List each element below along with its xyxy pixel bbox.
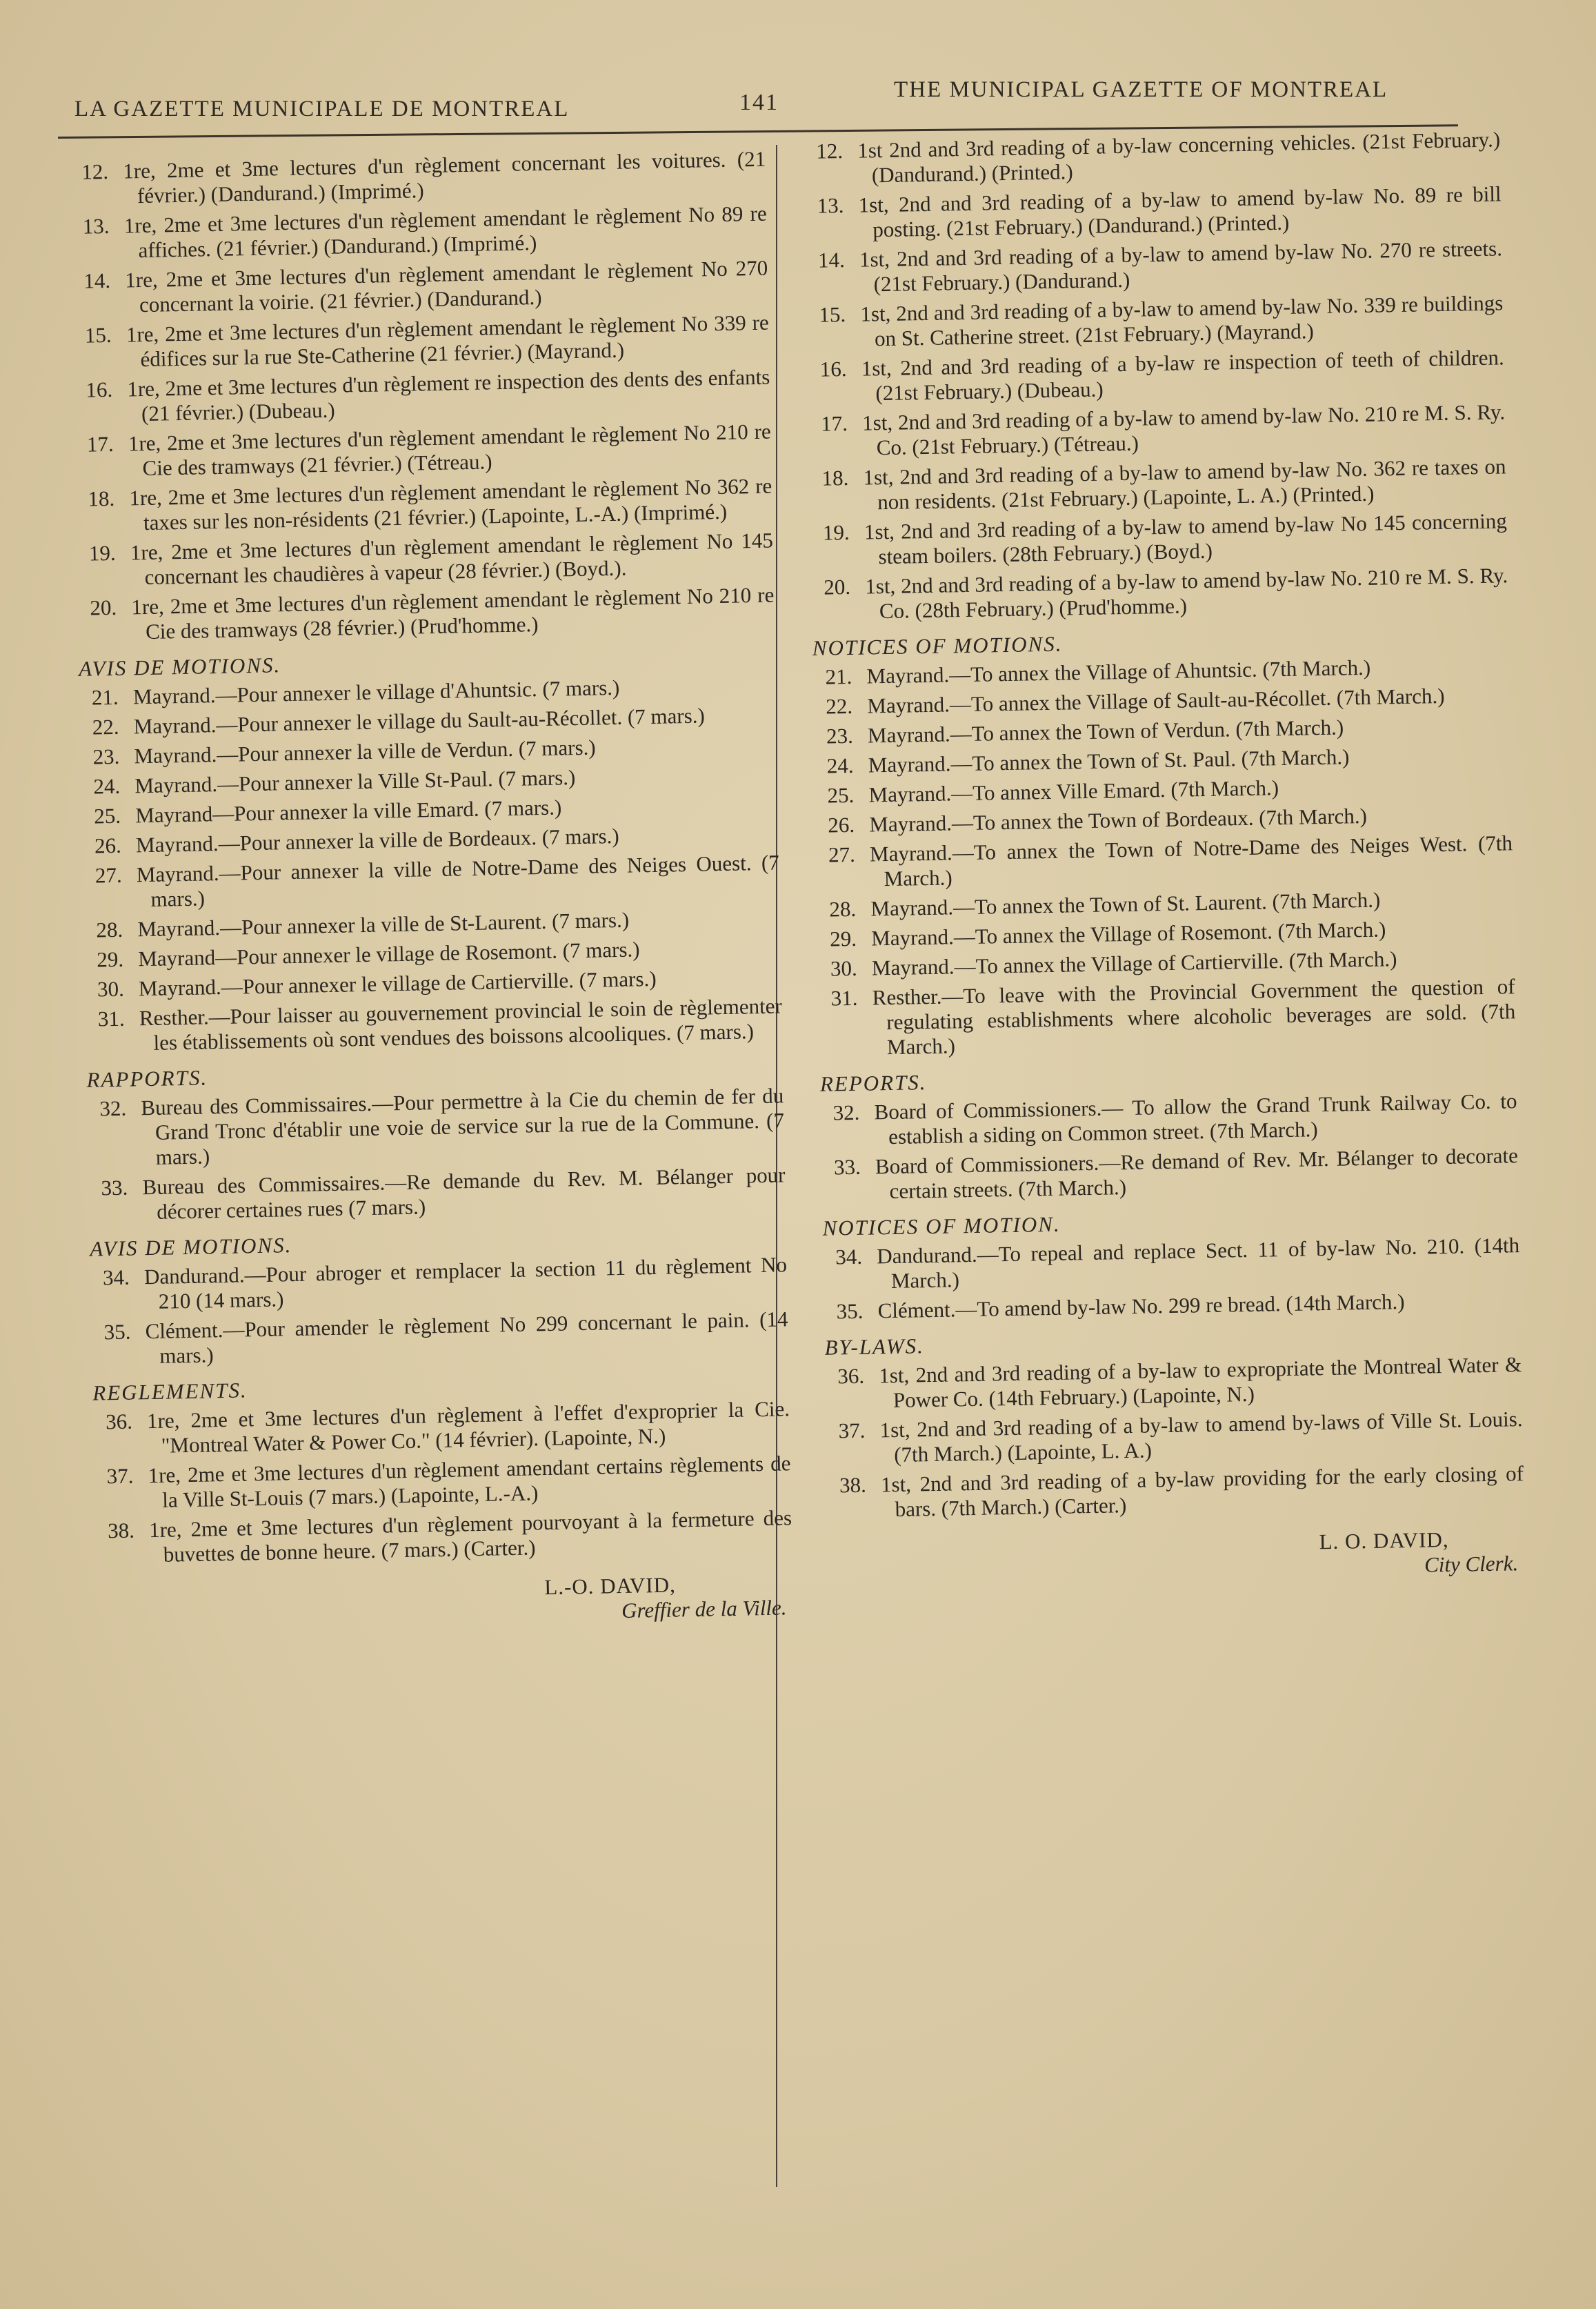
item-number: 33. bbox=[833, 1154, 861, 1180]
item-text: Mayrand.—To annex the Town of Bordeaux. (7th March.) bbox=[869, 803, 1368, 837]
item-number: 18. bbox=[88, 486, 115, 511]
item-text: Mayrand.—To annex the Town of St. Paul. (7th March.) bbox=[868, 744, 1350, 777]
page-number: 141 bbox=[739, 90, 779, 115]
list-item bbox=[825, 1352, 1522, 1414]
item-text: Mayrand.—To annex Ville Emard. (7th March.) bbox=[868, 775, 1279, 807]
item-number: 15. bbox=[84, 322, 112, 348]
item-number: 24. bbox=[93, 773, 121, 799]
section-heading: REPORTS. bbox=[819, 1070, 927, 1096]
item-text: Resther.—To leave with the Provincial Government the question of regulating establishments where alcoholic beverages are sold. (7th March.) bbox=[872, 974, 1516, 1060]
item-number: 17. bbox=[820, 410, 848, 436]
list-item bbox=[808, 345, 1505, 407]
item-number: 31. bbox=[97, 1006, 125, 1031]
item-number: 13. bbox=[817, 192, 844, 218]
item-number: 18. bbox=[821, 465, 849, 490]
english-column bbox=[804, 127, 1525, 1587]
list-item bbox=[824, 1287, 1520, 1325]
item-text: Mayrand.—Pour annexer le village de Cartierville. (7 mars.) bbox=[138, 966, 657, 1001]
item-text: 1st 2nd and 3rd reading of a by-law concerning vehicles. (21st February.) (Dandurand.) (Printed.) bbox=[857, 127, 1501, 188]
list-item bbox=[69, 147, 766, 210]
english-notices-list-2 bbox=[823, 1233, 1521, 1325]
item-text: Mayrand.—Pour annexer la ville de Verdun. (7 mars.) bbox=[134, 735, 597, 769]
item-number: 35. bbox=[103, 1319, 131, 1345]
item-text: Dandurand.—To repeal and replace Sect. 11 of by-law No. 210. (14th March.) bbox=[876, 1233, 1520, 1294]
french-column bbox=[69, 147, 794, 1634]
header-french-title: LA GAZETTE MUNICIPALE DE MONTREAL bbox=[74, 97, 570, 121]
item-number: 26. bbox=[828, 812, 855, 838]
item-number: 15. bbox=[819, 301, 846, 327]
list-item bbox=[91, 1307, 788, 1369]
item-text: 1st, 2nd and 3rd reading of a by-law to amend by-laws of Ville St. Louis. (7th March.) (Lapointe, L. A.) bbox=[879, 1407, 1523, 1467]
item-text: Mayrand.—Pour annexer la Ville St-Paul. (7 mars.) bbox=[134, 765, 576, 798]
item-text: 1re, 2me et 3me lectures d'un règlement amendant certains règlements de la Ville St-Louis (7 mars.) (Lapointe, L.-A.) bbox=[148, 1451, 791, 1512]
item-number: 30. bbox=[97, 976, 125, 1002]
header-english-title: THE MUNICIPAL GAZETTE OF MONTREAL bbox=[894, 77, 1388, 102]
item-number: 32. bbox=[99, 1096, 127, 1121]
item-number: 26. bbox=[94, 833, 122, 858]
french-bylaws-list bbox=[93, 1396, 792, 1568]
item-number: 12. bbox=[815, 139, 844, 163]
item-text: Mayrand.—Pour annexer la ville de St-Laurent. (7 mars.) bbox=[137, 907, 630, 942]
item-text: 1st, 2nd and 3rd reading of a by-law to amend by-law No. 210 re M. S. Ry. Co. (21st February.) (Tétreau.) bbox=[861, 399, 1506, 460]
item-text: Mayrand.—To annex the Town of Notre-Dame des Neiges West. (7th March.) bbox=[869, 831, 1513, 891]
section-heading: RAPPORTS. bbox=[86, 1065, 208, 1092]
item-number: 29. bbox=[829, 926, 857, 951]
item-text: Board of Commissioners.— To allow the Grand Trunk Railway Co. to establish a siding on Common street. (7th March.) bbox=[874, 1089, 1517, 1149]
item-text: 1st, 2nd and 3rd reading of a by-law to amend by-law No. 89 re bill posting. (21st February.) (Dandurand.) (Printed.) bbox=[858, 181, 1502, 242]
english-readings-list bbox=[804, 127, 1508, 625]
item-number: 20. bbox=[90, 595, 117, 620]
item-text: Mayrand.—To annex the Village of Rosemont. (7th March.) bbox=[870, 917, 1386, 951]
item-number: 31. bbox=[830, 985, 858, 1011]
item-text: 1re, 2me et 3me lectures d'un règlement re inspection des dents des enfants (21 février.) (Dubeau.) bbox=[127, 364, 770, 426]
list-item bbox=[71, 256, 768, 319]
list-item bbox=[73, 365, 770, 428]
item-number: 12. bbox=[81, 159, 109, 184]
section-heading: REGLEMENTS. bbox=[92, 1378, 248, 1405]
item-text: 1re, 2me et 3me lectures d'un règlement amendant le règlement No 362 re taxes sur les non-résidents (21 février.) (Lapointe, L.-A.) (Imprimé.) bbox=[129, 473, 772, 535]
item-number: 25. bbox=[827, 782, 855, 808]
list-item bbox=[75, 474, 772, 537]
list-item bbox=[90, 1252, 788, 1315]
item-number: 16. bbox=[86, 377, 113, 402]
item-text: Board of Commissioners.—Re demand of Rev. Mr. Bélanger to decorate certain streets. (7th March.) bbox=[875, 1143, 1519, 1204]
list-item bbox=[77, 528, 774, 591]
item-text: 1st, 2nd and 3rd reading of a by-law providing for the early closing of bars. (7th March.) (Carter.) bbox=[880, 1461, 1524, 1521]
item-number: 27. bbox=[828, 842, 856, 867]
item-number: 36. bbox=[837, 1363, 865, 1389]
list-item bbox=[804, 127, 1501, 189]
list-item bbox=[86, 993, 783, 1056]
item-text: 1re, 2me et 3me lectures d'un règlement amendant le règlement No 145 concernant les chaudières à vapeur (28 février.) (Boyd.). bbox=[130, 528, 774, 590]
section-heading: NOTICES OF MOTION. bbox=[822, 1211, 1061, 1240]
french-reports-list bbox=[87, 1083, 786, 1225]
item-number: 16. bbox=[819, 356, 847, 381]
signature-name: L.-O. DAVID, bbox=[543, 1572, 677, 1600]
list-item bbox=[83, 850, 780, 913]
item-text: 1st, 2nd and 3rd reading of a by-law re inspection of teeth of children. (21st February.) (Dubeau.) bbox=[861, 345, 1504, 406]
list-item bbox=[820, 1089, 1517, 1151]
item-number: 20. bbox=[824, 574, 851, 599]
item-number: 22. bbox=[826, 693, 853, 719]
item-number: 21. bbox=[91, 684, 119, 710]
item-number: 33. bbox=[101, 1175, 128, 1200]
french-notices-list-2 bbox=[90, 1252, 789, 1369]
item-text: 1st, 2nd and 3rd reading of a by-law to expropriate the Montreal Water & Power Co. (14th February.) (Lapointe, N.) bbox=[878, 1352, 1522, 1413]
item-text: 1re, 2me et 3me lectures d'un règlement amendant le règlement No 210 re Cie des tramways (21 février.) (Tétreau.) bbox=[128, 419, 772, 481]
item-text: 1re, 2me et 3me lectures d'un règlement amendant le règlement No 270 concernant la voirie. (21 février.) (Dandurand.) bbox=[125, 255, 768, 317]
list-item bbox=[816, 831, 1513, 893]
item-number: 14. bbox=[817, 247, 846, 272]
item-number: 30. bbox=[830, 955, 858, 981]
item-text: 1re, 2me et 3me lectures d'un règlement à l'effet d'exproprier la Cie. "Montreal Water & Power Co." (14 février). (Lapointe, N.) bbox=[146, 1396, 790, 1458]
item-text: Mayrand.—To annex the Village of Sault-au-Récollet. (7th March.) bbox=[867, 683, 1445, 718]
list-item bbox=[88, 1162, 786, 1225]
item-text: 1re, 2me et 3me lectures d'un règlement concernant les voitures. (21 février.) (Dandurand.) (Imprimé.) bbox=[122, 146, 766, 208]
item-number: 34. bbox=[835, 1244, 863, 1269]
item-text: Mayrand.—Pour annexer le village du Sault-au-Récollet. (7 mars.) bbox=[133, 703, 706, 739]
signature-name: L. O. DAVID, bbox=[1319, 1527, 1449, 1554]
list-item bbox=[74, 419, 772, 482]
item-text: Mayrand.—Pour annexer la ville de Bordeaux. (7 mars.) bbox=[135, 823, 620, 858]
item-text: 1st, 2nd and 3rd reading of a by-law to amend by-law No. 339 re buildings on St. Catherine street. (21st February.) (Mayrand.) bbox=[860, 290, 1504, 351]
item-text: Mayrand.—To annex the Village of Cartierville. (7th March.) bbox=[871, 947, 1397, 980]
list-item bbox=[810, 508, 1508, 571]
item-number: 19. bbox=[88, 540, 117, 566]
item-text: Mayrand.—To annex the Village of Ahuntsic. (7th March.) bbox=[866, 655, 1371, 688]
item-number: 13. bbox=[82, 213, 110, 239]
item-number: 28. bbox=[96, 917, 123, 942]
item-number: 17. bbox=[86, 431, 114, 457]
list-item bbox=[72, 310, 770, 373]
item-text: Mayrand.—To annex the Town of St. Laurent. (7th March.) bbox=[870, 887, 1381, 921]
item-number: 34. bbox=[102, 1265, 130, 1290]
item-number: 23. bbox=[826, 723, 854, 749]
item-text: Mayrand—Pour annexer la ville Emard. (7 mars.) bbox=[134, 795, 562, 828]
signature-title: City Clerk. bbox=[1424, 1551, 1519, 1577]
list-item bbox=[823, 1233, 1520, 1295]
item-text: Mayrand.—To annex the Town of Verdun. (7th March.) bbox=[867, 715, 1344, 748]
signature-title: Greffier de la Ville. bbox=[621, 1595, 787, 1623]
list-item bbox=[806, 290, 1504, 353]
item-number: 37. bbox=[106, 1463, 134, 1489]
item-text: 1re, 2me et 3me lectures d'un règlement amendant le règlement No 339 re édifices sur la rue Ste-Catherine (21 février.) (Mayrand.) bbox=[126, 310, 770, 372]
item-text: 1re, 2me et 3me lectures d'un règlement amendant le règlement No 89 re affiches. (21 février.) (Dandurand.) (Imprimé.) bbox=[123, 201, 768, 263]
item-text: Clément.—Pour amender le règlement No 299 concernant le pain. (14 mars.) bbox=[145, 1307, 788, 1368]
french-notices-list bbox=[79, 672, 783, 1056]
item-text: Bureau des Commissaires.—Re demande du Rev. M. Bélanger pour décorer certaines rues (7 mars.) bbox=[142, 1162, 786, 1224]
item-text: Dandurand.—Pour abroger et remplacer la section 11 du règlement No 210 (14 mars.) bbox=[143, 1252, 788, 1314]
item-number: 29. bbox=[96, 947, 124, 972]
list-item bbox=[806, 236, 1503, 298]
item-number: 38. bbox=[107, 1518, 135, 1543]
item-text: 1re, 2me et 3me lectures d'un règlement pourvoyant à la fermeture des buvettes de bonne heure. (7 mars.) (Carter.) bbox=[148, 1505, 792, 1567]
item-number: 23. bbox=[92, 744, 120, 769]
item-number: 19. bbox=[822, 519, 850, 545]
item-number: 37. bbox=[838, 1418, 866, 1443]
english-reports-list bbox=[820, 1089, 1518, 1205]
item-text: 1st, 2nd and 3rd reading of a by-law to amend by-law No 145 concerning steam boilers. (28th February.) (Boyd.) bbox=[864, 508, 1508, 569]
item-number: 28. bbox=[829, 896, 857, 922]
item-text: 1st, 2nd and 3rd reading of a by-law to amend by-law No. 210 re M. S. Ry. Co. (28th February.) (Prud'homme.) bbox=[865, 563, 1508, 624]
list-item bbox=[821, 1143, 1519, 1205]
list-item bbox=[77, 582, 775, 645]
item-text: Clément.—To amend by-law No. 299 re bread. (14th March.) bbox=[877, 1289, 1405, 1323]
list-item bbox=[827, 1461, 1524, 1523]
item-number: 22. bbox=[92, 714, 119, 740]
list-item bbox=[804, 181, 1502, 244]
item-text: 1re, 2me et 3me lectures d'un règlement amendant le règlement No 210 re Cie des tramways (28 février.) (Prud'homme.) bbox=[131, 582, 775, 644]
section-heading: BY-LAWS. bbox=[824, 1334, 925, 1360]
item-number: 14. bbox=[83, 268, 111, 293]
french-readings-list bbox=[69, 147, 775, 646]
item-number: 36. bbox=[105, 1409, 133, 1434]
item-text: Mayrand.—Pour annexer le village d'Ahuntsic. (7 mars.) bbox=[132, 675, 620, 709]
list-item bbox=[808, 399, 1506, 462]
item-text: Bureau des Commissaires.—Pour permettre à la Cie du chemin de fer du Grand Tronc d'établir une voie de service sur la rue de la Commune. (7 mars.) bbox=[141, 1083, 785, 1169]
list-item bbox=[826, 1407, 1523, 1469]
english-bylaws-list bbox=[825, 1352, 1524, 1523]
item-number: 24. bbox=[826, 753, 854, 778]
section-heading: NOTICES OF MOTIONS. bbox=[812, 631, 1063, 660]
item-number: 27. bbox=[94, 862, 122, 888]
item-number: 38. bbox=[839, 1472, 867, 1498]
list-item bbox=[94, 1451, 791, 1514]
section-heading: AVIS DE MOTIONS. bbox=[78, 653, 281, 681]
list-item bbox=[70, 201, 768, 264]
list-item bbox=[95, 1505, 792, 1568]
item-number: 25. bbox=[93, 803, 121, 829]
item-text: Mayrand.—Pour annexer la ville de Notre-Dame des Neiges Ouest. (7 mars.) bbox=[136, 850, 780, 911]
list-item bbox=[87, 1083, 785, 1171]
item-number: 21. bbox=[825, 664, 852, 689]
english-notices-list bbox=[812, 653, 1516, 1061]
item-number: 32. bbox=[832, 1100, 860, 1125]
list-item bbox=[809, 454, 1506, 516]
item-text: Mayrand—Pour annexer le village de Rosemont. (7 mars.) bbox=[137, 937, 640, 971]
item-text: 1st, 2nd and 3rd reading of a by-law to amend by-law No. 362 re taxes on non residents. (21st February.) (Lapointe, L. A.) (Printed.) bbox=[863, 454, 1506, 515]
item-number: 35. bbox=[836, 1298, 864, 1324]
list-item bbox=[811, 563, 1508, 625]
item-text: 1st, 2nd and 3rd reading of a by-law to amend by-law No. 270 re streets. (21st February.) (Dandurand.) bbox=[859, 236, 1503, 297]
section-heading: AVIS DE MOTIONS. bbox=[89, 1233, 292, 1261]
item-text: Resther.—Pour laisser au gouvernement provincial le soin de règlementer les établissements où sont vendues des boissons alcooliques. (7 mars.) bbox=[139, 993, 783, 1055]
list-item bbox=[818, 974, 1516, 1061]
list-item bbox=[93, 1396, 790, 1459]
